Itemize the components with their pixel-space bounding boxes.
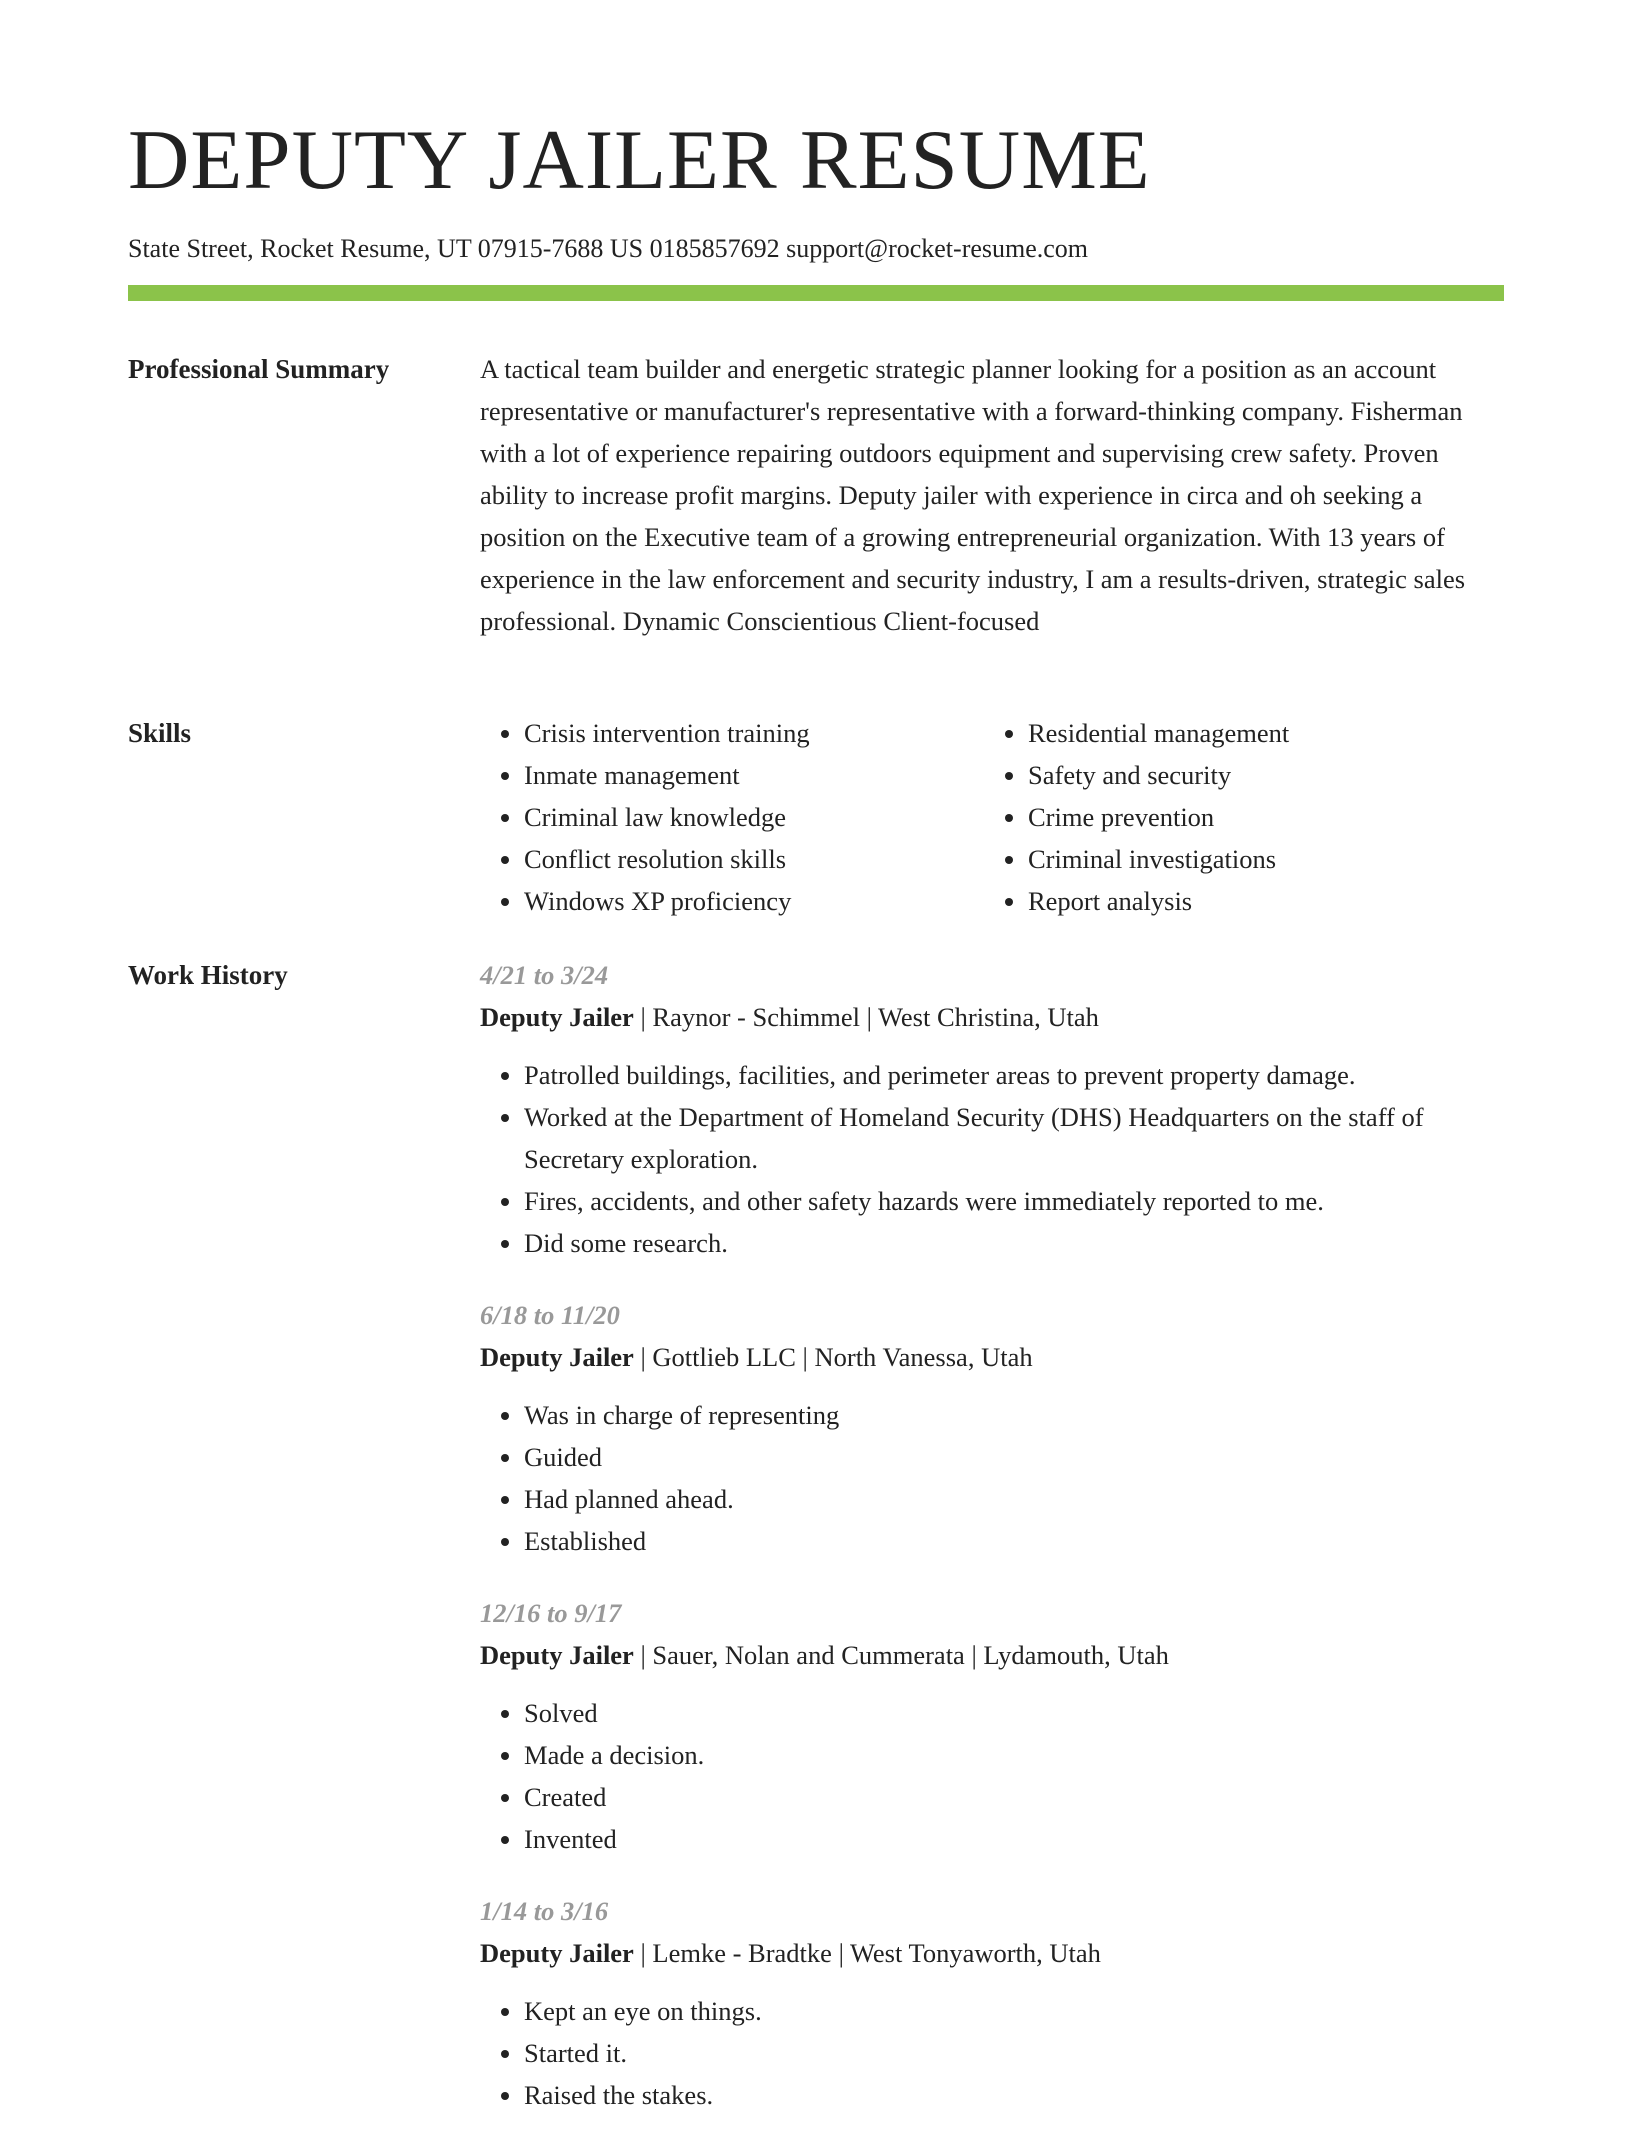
summary-body (480, 348, 1504, 642)
job-bullet: • Worked at the Department of Homeland Security (DHS) Headquarters on the staff of Secretary exploration. (524, 1096, 1504, 1180)
skill-item: • Residential management (1028, 712, 1488, 754)
job-bullet: • Patrolled buildings, facilities, and perimeter areas to prevent property damage. (524, 1054, 1504, 1096)
summary-heading: Professional Summary (128, 354, 390, 384)
job-bullet: • Solved (524, 1692, 1504, 1734)
skill-item: • Conflict resolution skills (524, 838, 984, 880)
job-location: Lydamouth, Utah (983, 1640, 1169, 1670)
job-title: Deputy Jailer (480, 1640, 634, 1670)
skills-column-right (984, 712, 1488, 922)
job-company: Raynor - Schimmel (652, 1002, 860, 1032)
job-dates: 4/21 to 3/24 (480, 960, 609, 990)
job-entry (480, 1592, 1504, 1860)
job-bullet: • Invented (524, 1818, 1504, 1860)
job-entry (480, 1890, 1504, 2116)
job-bullet: • Fires, accidents, and other safety hazards were immediately reported to me. (524, 1180, 1504, 1222)
skills-column-left (480, 712, 984, 922)
skill-item: • Windows XP proficiency (524, 880, 984, 922)
job-bullet: • Raised the stakes. (524, 2074, 1504, 2116)
job-bullet: • Kept an eye on things. (524, 1990, 1504, 2032)
job-bullets (480, 1394, 1504, 1562)
job-heading (480, 1932, 1504, 1974)
skill-item: • Safety and security (1028, 754, 1488, 796)
work-history-body (480, 954, 1504, 2146)
job-bullet: • Was in charge of representing (524, 1394, 1504, 1436)
contact-line: State Street, Rocket Resume, UT 07915-7688 US 0185857692 support@rocket-resume.com (128, 234, 1089, 263)
job-bullet: • Made a decision. (524, 1734, 1504, 1776)
skill-item: • Criminal law knowledge (524, 796, 984, 838)
job-heading (480, 1634, 1504, 1676)
job-title: Deputy Jailer (480, 1938, 634, 1968)
job-bullet: • Guided (524, 1436, 1504, 1478)
job-bullet: • Did some research. (524, 1222, 1504, 1264)
skill-item: • Crisis intervention training (524, 712, 984, 754)
job-bullets (480, 1692, 1504, 1860)
job-separator: | (633, 1342, 653, 1372)
skills-list-left (480, 712, 984, 922)
job-company: Sauer, Nolan and Cummerata (652, 1640, 965, 1670)
job-bullets (480, 1990, 1504, 2116)
summary-text: A tactical team builder and energetic strategic planner looking for a position as an account representative or manufacturer's representative with a forward-thinking company. Fisherman with a lot of experience repairing outdoors equipment and supervising crew safety. Proven ability to increase profit margins. Deputy jailer with experience in circa and oh seeking a position on the Executive team of a growing entrepreneurial organization. With 13 years of experience in the law enforcement and security industry, I am a results-driven, strategic sales professional. Dynamic Conscientious Client-focused (480, 354, 1466, 636)
job-bullet: • Had planned ahead. (524, 1478, 1504, 1520)
job-bullet: • Established (524, 1520, 1504, 1562)
skill-item: • Inmate management (524, 754, 984, 796)
job-separator: | (633, 1640, 653, 1670)
job-entry (480, 954, 1504, 1264)
skill-item: • Crime prevention (1028, 796, 1488, 838)
job-bullet: • Started it. (524, 2032, 1504, 2074)
job-title: Deputy Jailer (480, 1002, 634, 1032)
skills-list-right (984, 712, 1488, 922)
skill-item: • Report analysis (1028, 880, 1488, 922)
job-heading (480, 1336, 1504, 1378)
work-history-heading: Work History (128, 960, 288, 990)
resume-title: DEPUTY JAILER RESUME (128, 113, 1151, 207)
skills-heading: Skills (128, 718, 192, 748)
job-dates: 6/18 to 11/20 (480, 1300, 620, 1330)
job-title: Deputy Jailer (480, 1342, 634, 1372)
job-dates: 12/16 to 9/17 (480, 1598, 622, 1628)
job-separator: | (795, 1342, 815, 1372)
job-separator: | (831, 1938, 851, 1968)
skills-columns (480, 712, 1504, 922)
job-entry (480, 1294, 1504, 1562)
job-dates: 1/14 to 3/16 (480, 1896, 609, 1926)
header-divider (128, 285, 1504, 301)
job-location: West Tonyaworth, Utah (850, 1938, 1101, 1968)
job-bullets (480, 1054, 1504, 1264)
job-separator: | (964, 1640, 984, 1670)
skill-item: • Criminal investigations (1028, 838, 1488, 880)
job-company: Gottlieb LLC (652, 1342, 796, 1372)
job-separator: | (633, 1002, 653, 1032)
job-separator: | (859, 1002, 879, 1032)
job-location: West Christina, Utah (878, 1002, 1099, 1032)
job-heading (480, 996, 1504, 1038)
job-location: North Vanessa, Utah (814, 1342, 1033, 1372)
job-bullet: • Created (524, 1776, 1504, 1818)
job-company: Lemke - Bradtke (652, 1938, 832, 1968)
job-separator: | (633, 1938, 653, 1968)
